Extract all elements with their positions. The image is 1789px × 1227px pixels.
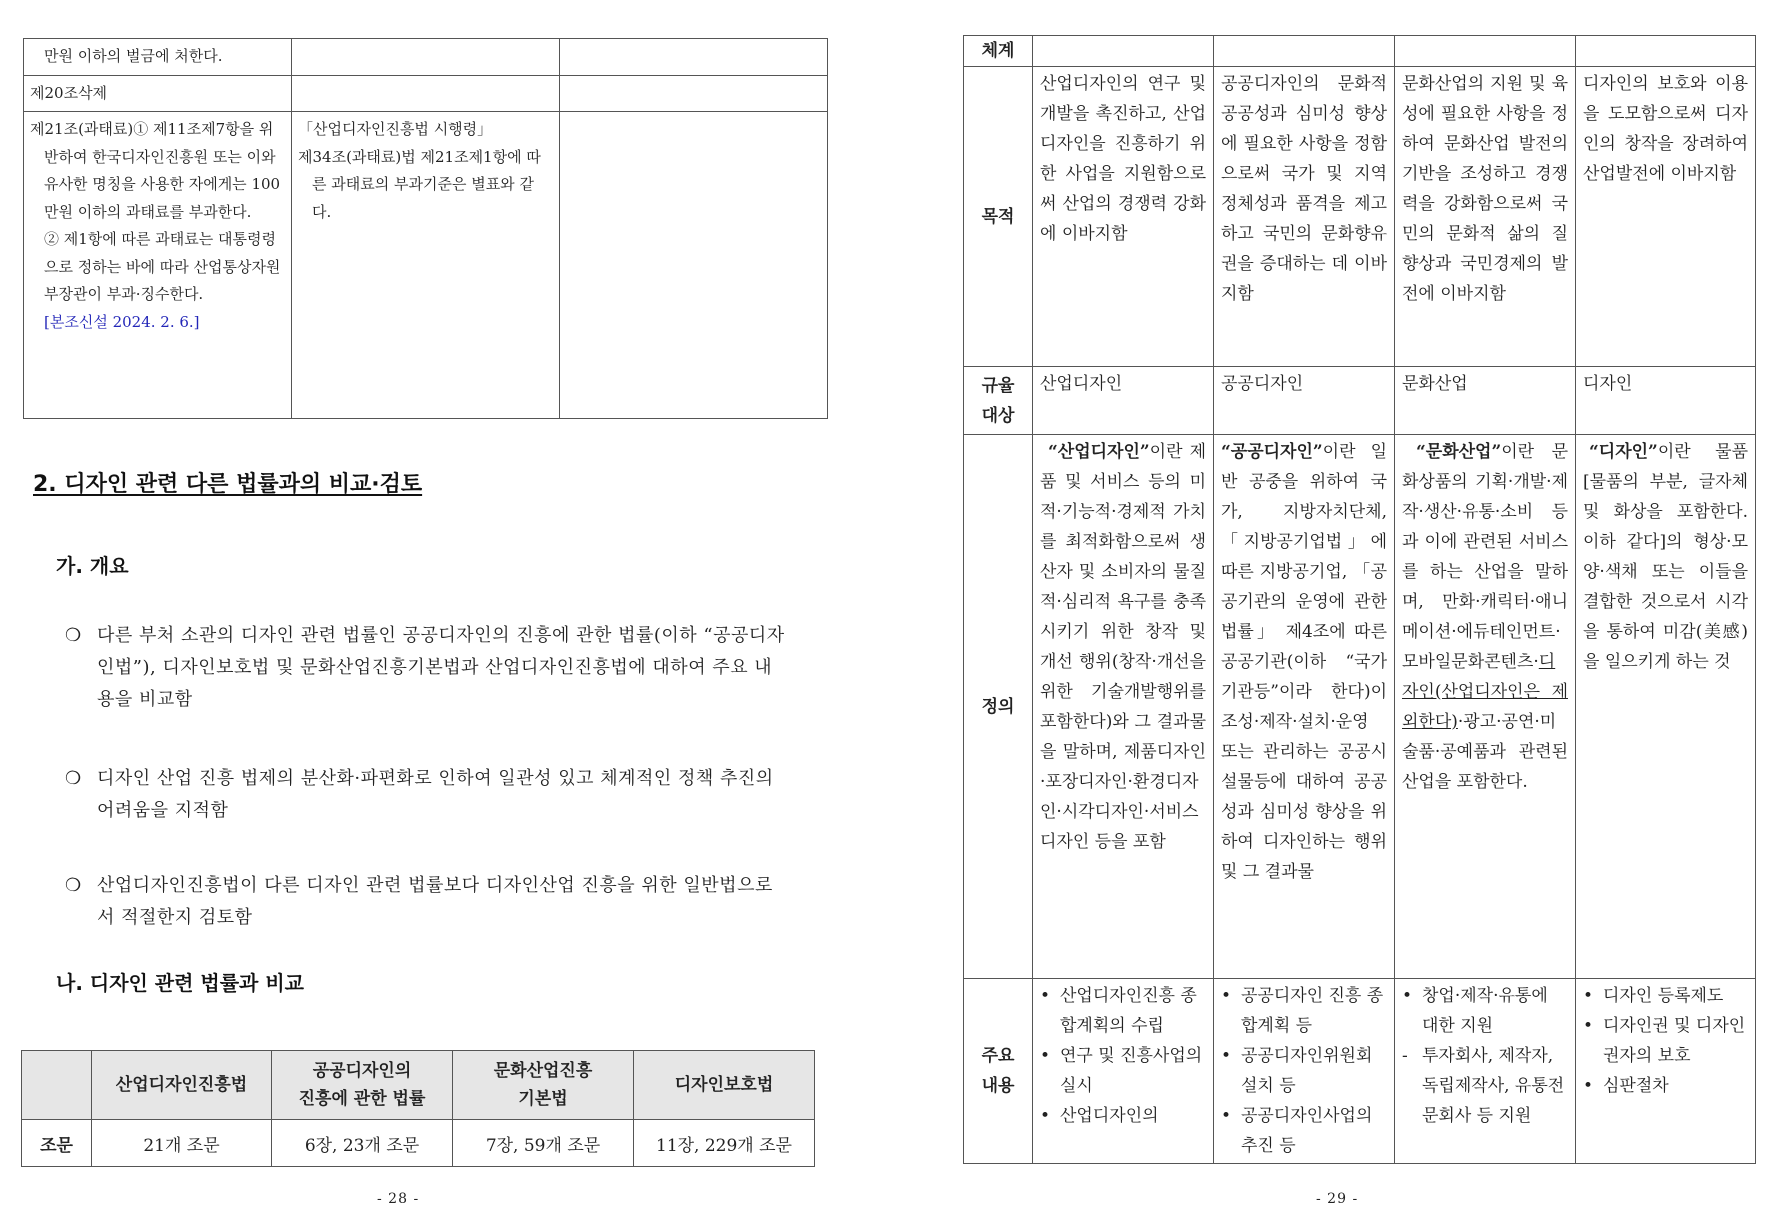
- table-cell: [1033, 435, 1214, 979]
- definition-text: 이란 문화상품의 기획·개발·제작·생산·유통·소비 등과 이에 관련된 서비스를 하는 산업을 말하며, 만화·캐릭터·애니메이션·에듀테인먼트·모바일문화콘텐츠·: [1402, 442, 1568, 672]
- enforcement-cell: [292, 39, 560, 76]
- law-cell: 제20조삭제: [24, 75, 292, 112]
- defined-term: “디자인”: [1589, 442, 1658, 462]
- table-cell: 21개 조문: [92, 1120, 272, 1167]
- section-title: 2. 디자인 관련 다른 법률과의 비교·검토: [33, 472, 423, 497]
- row-header-target: [964, 367, 1033, 435]
- table-row: [24, 112, 828, 419]
- table-row: [24, 39, 828, 76]
- defined-term: “산업디자인”: [1048, 442, 1150, 462]
- row-header-definition: 정의: [964, 435, 1033, 979]
- bullet-text: 디자인 산업 진흥 법제의 분산화·파편화로 인하여 일관성 있고 체계적인 정책 추진의 어려움을 지적함: [97, 768, 774, 821]
- definition-text: 이란 제품 및 서비스 등의 미적·기능적·경제적 가치를 최적화함으로써 생산자 및 소비자의 물질적·심리적 욕구를 충족시키기 위한 창작 및 개선 행위(창작·개선을 위한 기술개발행위를 포함한다)와 그 결과물을 말하며, 제품디자인·포장디자인·환경디자인·시각디자인·서비스디자인 등을 포함: [1040, 442, 1206, 852]
- law-text: 만원 이하의 벌금에 처한다.: [44, 47, 223, 65]
- bullet-item: [65, 763, 787, 827]
- column-header: [272, 1051, 453, 1120]
- bullet-text: 다른 부처 소관의 디자인 관련 법률인 공공디자인의 진흥에 관한 법률(이하 “공공디자인법”), 디자인보호법 및 문화산업진흥기본법과 산업디자인진흥법에 대하여 주요 내용을 비교함: [97, 625, 785, 710]
- definition-text: 이란 일반 공중을 위하여 국가, 지방자치단체, 「지방공기업법」에 따른 지방공기업, 「공공기관의 운영에 관한 법률」 제4조에 따른 공공기관(이하 “국가기관등”이라 한다)이 조성·제작·설치·운영 또는 관리하는 공공시설물등에 대하여 공공성과 심미성 향상을 위하여 디자인하는 행위 및 그 결과물: [1221, 442, 1387, 882]
- row-header: 조문: [22, 1120, 92, 1167]
- decree-text: 제34조(과태료)법 제21조제1항에 따른 과태료의 부과기준은 별표와 같다.: [298, 147, 541, 221]
- table-cell: [1576, 979, 1756, 1164]
- table-cell: [1576, 36, 1756, 67]
- table-cell: 문화산업의 지원 및 육성에 필요한 사항을 정하여 문화산업 발전의 기반을 조성하고 경쟁력을 강화함으로써 국민의 문화적 삶의 질 향상과 국민경제의 발전에 이바지함: [1395, 67, 1576, 367]
- table-cell: [1033, 979, 1214, 1164]
- table-row-purpose: [964, 67, 1756, 367]
- row-header-content: [964, 979, 1033, 1164]
- underlined-text: 디자인(산업디자인은 제외한다): [1402, 652, 1568, 732]
- header-line: 내용: [981, 1076, 1015, 1096]
- table-cell: 6장, 23개 조문: [272, 1120, 453, 1167]
- table-cell: 디자인의 보호와 이용을 도모함으로써 디자인의 창작을 장려하여 산업발전에 이바지함: [1576, 67, 1756, 367]
- list-item: • 심판절차: [1583, 1071, 1748, 1101]
- extra-cell: [560, 112, 828, 419]
- content-list: [1040, 981, 1206, 1131]
- bullet-item: [65, 870, 787, 934]
- law-cell: [24, 39, 292, 76]
- table-cell: 문화산업: [1395, 367, 1576, 435]
- table-cell: [1395, 979, 1576, 1164]
- law-para: 제21조(과태료)① 제11조제7항을 위반하여 한국디자인진흥원 또는 이와 유사한 명칭을 사용한 자에게는 100만원 이하의 과태료를 부과한다.: [30, 120, 281, 221]
- table-row-target: [964, 367, 1756, 435]
- table-header-row: [22, 1051, 815, 1120]
- page-number: - 28 -: [377, 1191, 420, 1207]
- list-item: • 디자인권 및 디자인권자의 보호: [1583, 1011, 1748, 1071]
- table-cell: [1395, 435, 1576, 979]
- definition-text: ·광고·공연·미술품·공예품과 관련된 산업을 포함한다.: [1402, 712, 1568, 792]
- circle-bullet-icon: ❍: [65, 768, 82, 789]
- column-header: 디자인보호법: [634, 1051, 815, 1120]
- table-cell: 7장, 59개 조문: [453, 1120, 634, 1167]
- table-cell: [1214, 435, 1395, 979]
- header-line: 공공디자인의: [312, 1061, 412, 1081]
- header-line: 기본법: [518, 1089, 568, 1109]
- bullet-text: 산업디자인진흥법이 다른 디자인 관련 법률보다 디자인산업 진흥을 위한 일반법으로서 적절한지 검토함: [97, 875, 773, 928]
- table-row-definition: [964, 435, 1756, 979]
- table-cell: [1033, 36, 1214, 67]
- law-cell: [24, 112, 292, 419]
- page-number: - 29 -: [1316, 1191, 1359, 1207]
- decree-title: 「산업디자인진흥법 시행령」: [298, 120, 493, 138]
- header-line: 진흥에 관한 법률: [298, 1089, 426, 1109]
- corner-header: [22, 1051, 92, 1120]
- circle-bullet-icon: ❍: [65, 625, 82, 646]
- table-cell: 공공디자인: [1214, 367, 1395, 435]
- list-item: • 공공디자인 진흥 종합계획 등: [1221, 981, 1387, 1041]
- list-item: • 창업·제작·유통에 대한 지원: [1402, 981, 1568, 1041]
- bullet-item: [65, 620, 787, 716]
- table-cell: 산업디자인의 연구 및 개발을 촉진하고, 산업디자인을 진흥하기 위한 사업을 지원함으로써 산업의 경쟁력 강화에 이바지함: [1033, 67, 1214, 367]
- list-item: • 연구 및 진흥사업의 실시: [1040, 1041, 1206, 1101]
- list-item: - 투자회사, 제작자, 독립제작사, 유통전문회사 등 지원: [1402, 1041, 1568, 1131]
- list-item: • 공공디자인위원회 설치 등: [1221, 1041, 1387, 1101]
- circle-bullet-icon: ❍: [65, 875, 82, 896]
- law-summary-table: [21, 1050, 815, 1167]
- table-cell: [1576, 435, 1756, 979]
- table-row-content: [964, 979, 1756, 1164]
- extra-cell: [560, 39, 828, 76]
- column-header: 산업디자인진흥법: [92, 1051, 272, 1120]
- column-header: [453, 1051, 634, 1120]
- defined-term: “문화산업”: [1416, 442, 1502, 462]
- amendment-note: [본조신설 2024. 2. 6.]: [44, 312, 200, 331]
- table-cell: [1395, 36, 1576, 67]
- table-cell: [1214, 979, 1395, 1164]
- table-header-row: [964, 36, 1756, 67]
- content-list: [1402, 981, 1568, 1131]
- definition-text: 이란 물품[물품의 부분, 글자체 및 화상을 포함한다. 이하 같다]의 형상·모양·색채 또는 이들을 결합한 것으로서 시각을 통하여 미감(美感)을 일으키게 하는 것: [1583, 442, 1748, 672]
- row-header-system: 체계: [964, 36, 1033, 67]
- defined-term: “공공디자인”: [1221, 442, 1323, 462]
- table-cell: 산업디자인: [1033, 367, 1214, 435]
- enforcement-cell: [292, 112, 560, 419]
- list-item: • 디자인 등록제도: [1583, 981, 1748, 1011]
- header-line: 대상: [981, 405, 1015, 426]
- table-cell: [1214, 36, 1395, 67]
- row-header-purpose: 목적: [964, 67, 1033, 367]
- table-row: [24, 75, 828, 112]
- content-list: [1583, 981, 1748, 1101]
- header-line: 주요: [981, 1046, 1015, 1066]
- subsection-overview: 가. 개요: [56, 554, 129, 578]
- list-item: • 공공디자인사업의 추진 등: [1221, 1101, 1387, 1161]
- design-law-comparison-table: [963, 35, 1756, 1164]
- extra-cell: [560, 75, 828, 112]
- list-item: • 산업디자인의: [1040, 1101, 1206, 1131]
- table-cell: 공공디자인의 문화적 공공성과 심미성 향상에 필요한 사항을 정함으로써 국가 및 지역 정체성과 품격을 제고하고 국민의 문화향유권을 증대하는 데 이바지함: [1214, 67, 1395, 367]
- subsection-comparison: 나. 디자인 관련 법률과 비교: [56, 971, 304, 995]
- law-comparison-table: [23, 38, 828, 419]
- table-row: [22, 1120, 815, 1167]
- list-item: • 산업디자인진흥 종합계획의 수립: [1040, 981, 1206, 1041]
- table-cell: 11장, 229개 조문: [634, 1120, 815, 1167]
- header-line: 문화산업진흥: [493, 1061, 593, 1081]
- enforcement-cell: [292, 75, 560, 112]
- content-list: [1221, 981, 1387, 1161]
- table-cell: 디자인: [1576, 367, 1756, 435]
- law-para: ② 제1항에 따른 과태료는 대통령령으로 정하는 바에 따라 산업통상자원부장관이 부과·징수한다.: [44, 230, 281, 303]
- header-line: 규율: [981, 375, 1015, 396]
